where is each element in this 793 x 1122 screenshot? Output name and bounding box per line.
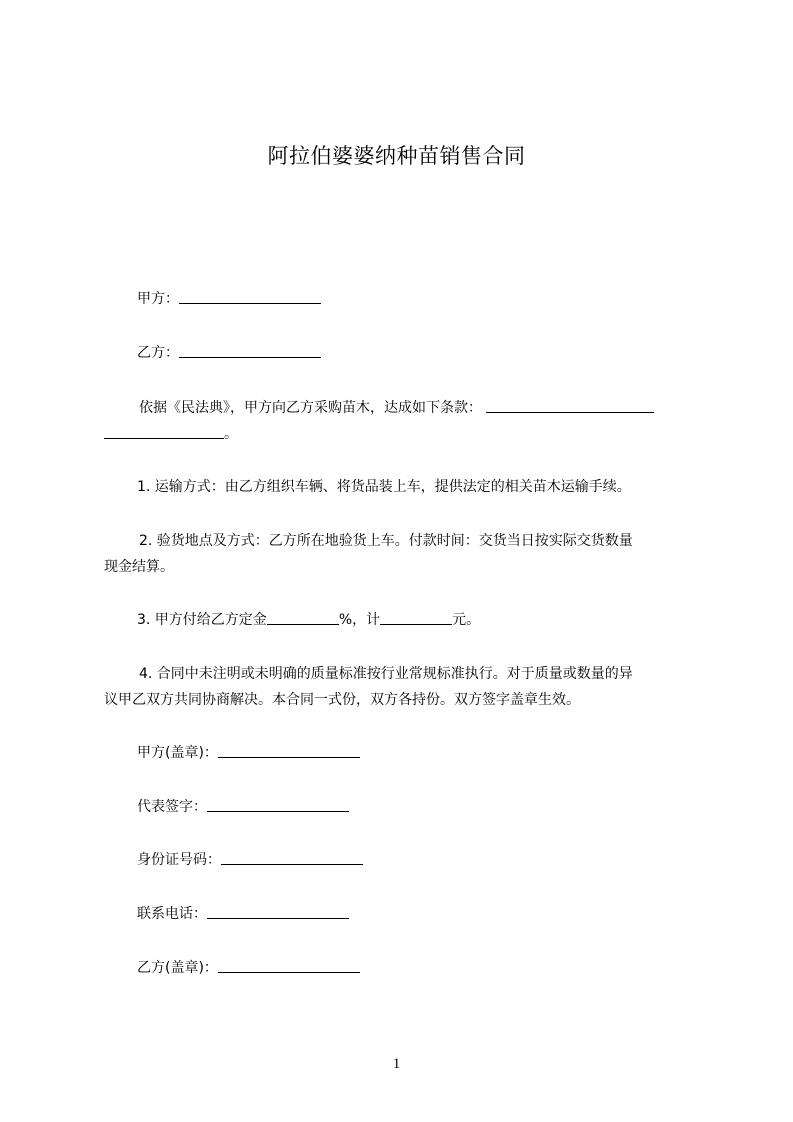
party-b-line	[137, 340, 737, 367]
clause-4-line-1: 4. 合同中未注明或未明确的质量标准按行业常规标准执行。对于质量或数量的异	[139, 666, 633, 682]
party-a-line	[137, 286, 737, 313]
sign-id-label: 身份证号码：	[137, 852, 221, 868]
clause-3-part-1: 3. 甲方付给乙方定金	[137, 612, 267, 628]
clause-4-line-2: 议甲乙双方共同协商解决。本合同一式份，双方各持份。双方签字盖章生效。	[104, 692, 580, 708]
intro-text: 依据《民法典》，甲方向乙方采购苗木，达成如下条款：	[139, 400, 482, 416]
intro-line-2	[104, 421, 704, 448]
sign-phone-blank	[207, 904, 349, 919]
party-a-blank	[179, 289, 321, 304]
sign-phone-line	[137, 901, 737, 928]
deposit-amount-blank	[380, 610, 452, 625]
clause-1: 1. 运输方式：由乙方组织车辆、将货品装上车，提供法定的相关苗木运输手续。	[137, 479, 631, 495]
intro-blank-2	[104, 424, 224, 439]
clause-2-line-1: 2. 验货地点及方式：乙方所在地验货上车。付款时间：交货当日按实际交货数量	[139, 533, 633, 549]
party-b-blank	[179, 343, 321, 358]
deposit-percent-blank	[267, 610, 339, 625]
sign-id-blank	[221, 850, 363, 865]
sign-party-b-label: 乙方(盖章)：	[137, 960, 218, 976]
sign-party-a-line	[137, 740, 737, 767]
sign-representative-line	[137, 794, 737, 821]
clause-3	[137, 607, 737, 634]
sign-representative-blank	[207, 797, 349, 812]
party-a-label: 甲方：	[137, 291, 179, 307]
intro-end: 。	[224, 426, 238, 442]
document-title: 阿拉伯婆婆纳种苗销售合同	[267, 144, 526, 168]
sign-phone-label: 联系电话：	[137, 906, 207, 922]
sign-party-b-blank	[218, 958, 360, 973]
clause-3-part-2: %，计	[338, 612, 381, 628]
clause-3-part-3: 元。	[452, 612, 481, 628]
sign-party-b-line	[137, 955, 737, 982]
sign-party-a-label: 甲方(盖章)：	[137, 745, 218, 761]
page-number: 1	[392, 1056, 401, 1072]
sign-id-line	[137, 847, 737, 874]
sign-representative-label: 代表签字：	[137, 799, 207, 815]
intro-line-1	[139, 395, 739, 422]
party-b-label: 乙方：	[137, 345, 179, 361]
intro-blank-1	[486, 398, 654, 413]
clause-2-line-2: 现金结算。	[104, 559, 174, 575]
sign-party-a-blank	[218, 743, 360, 758]
